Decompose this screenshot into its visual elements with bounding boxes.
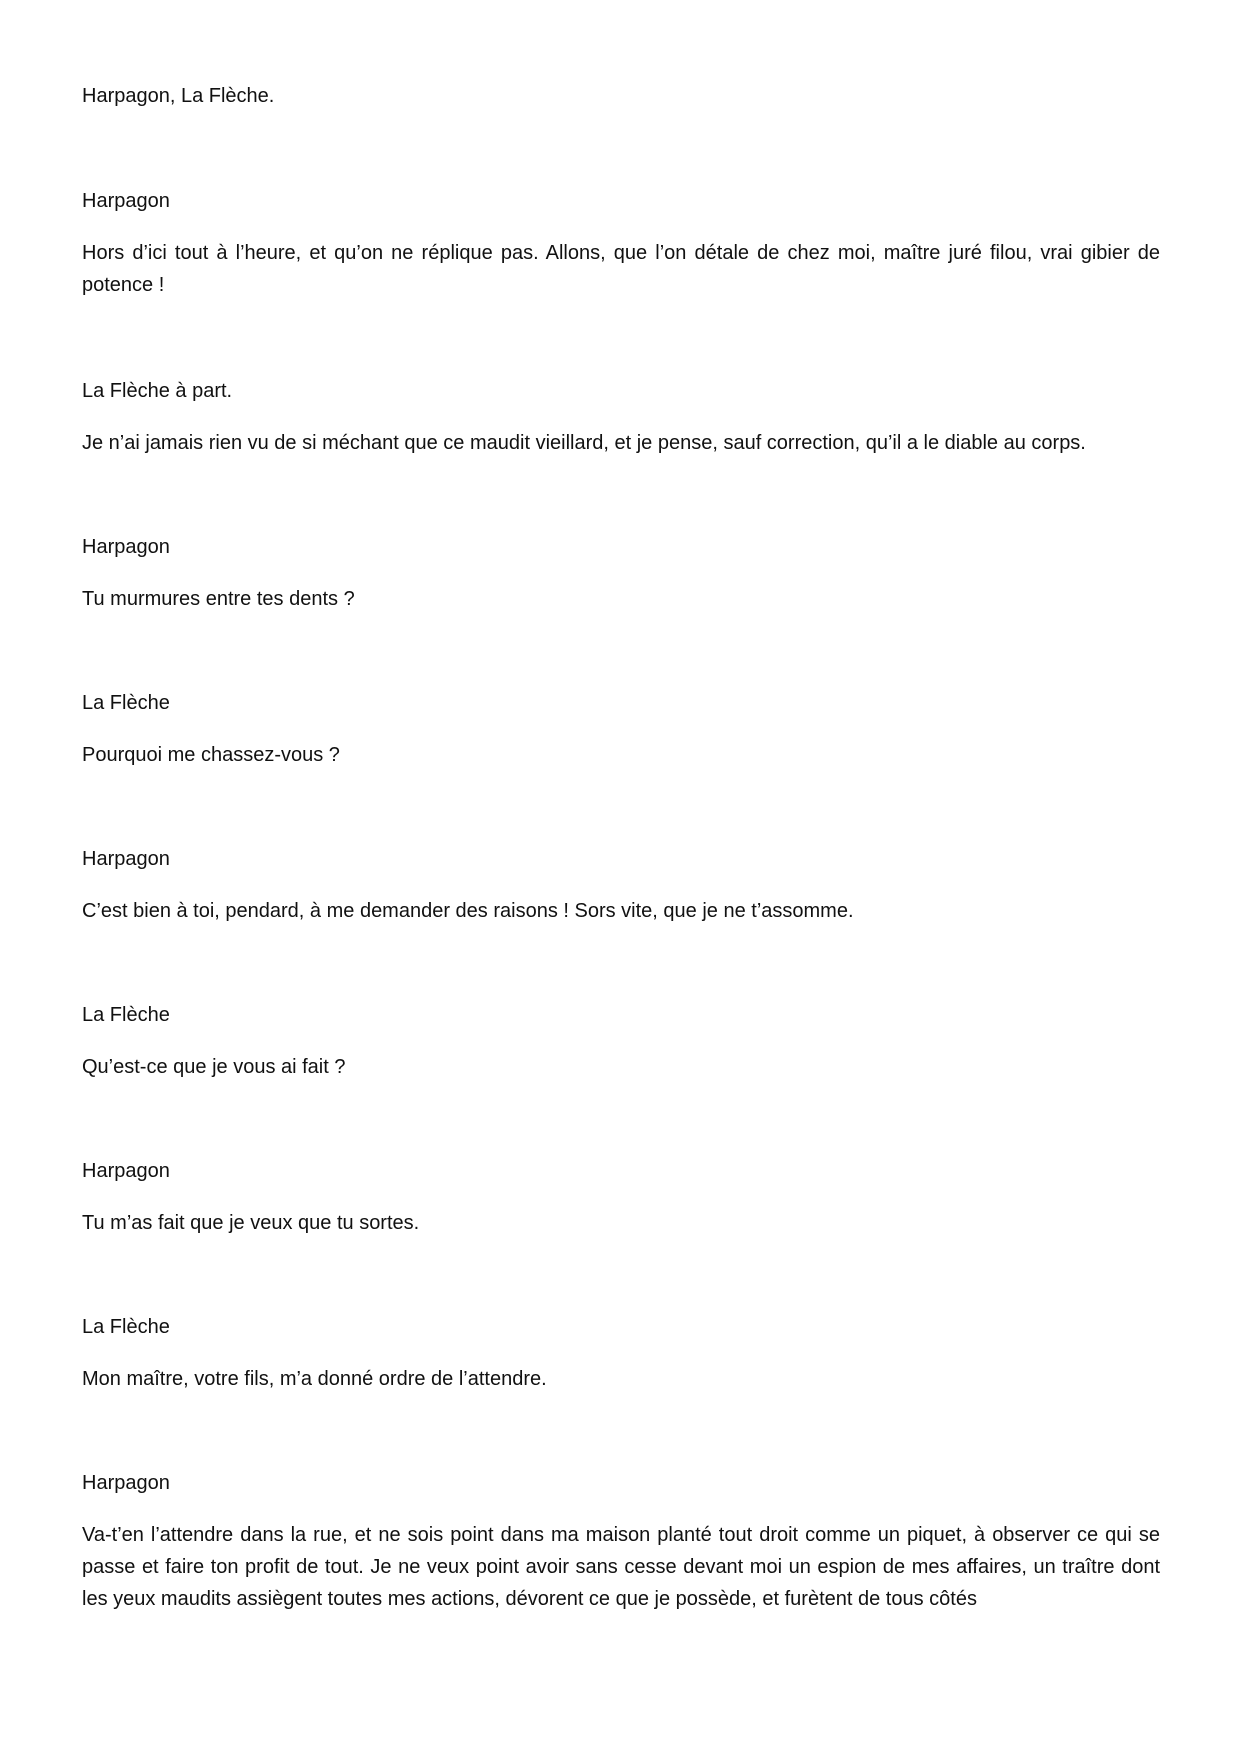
speaker-name: Harpagon	[82, 848, 170, 870]
play-text	[82, 80, 1160, 1615]
speaker-name: La Flèche à part.	[82, 380, 233, 402]
dialogue-line: Mon maître, votre fils, m’a donné ordre de l’attendre.	[82, 1368, 547, 1390]
dialogue-line: Je n’ai jamais rien vu de si méchant que ce maudit vieillard, et je pense, sauf correction, qu’il a le diable au corps.	[82, 432, 1086, 454]
dialogue-line: Tu m’as fait que je veux que tu sortes.	[82, 1212, 420, 1234]
speaker-name: La Flèche	[82, 1316, 170, 1338]
speaker-name: Harpagon	[82, 536, 170, 558]
speaker-name: La Flèche	[82, 1004, 170, 1026]
speaker-name: Harpagon	[82, 190, 170, 212]
dialogue-line: Va-t’en l’attendre dans la rue, et ne sois point dans ma maison planté tout droit comme un piquet, à observer ce qui se passe et faire ton profit de tout. Je ne veux point avoir sans cesse devant moi un espion de mes affaires, un traître dont les yeux maudits assiègent toutes mes actions, dévorent ce que je possède, et furètent de tous côtés	[82, 1524, 1160, 1610]
speaker-name: Harpagon	[82, 1472, 170, 1494]
speaker-name: Harpagon	[82, 1160, 170, 1182]
dialogue-line: Tu murmures entre tes dents ?	[82, 588, 355, 610]
dialogue-line: Hors d’ici tout à l’heure, et qu’on ne réplique pas. Allons, que l’on détale de chez moi, maître juré filou, vrai gibier de potence !	[82, 242, 1160, 296]
scene-heading: Harpagon, La Flèche.	[82, 85, 275, 107]
dialogue-line: C’est bien à toi, pendard, à me demander des raisons ! Sors vite, que je ne t’assomme.	[82, 900, 854, 922]
speaker-name: La Flèche	[82, 692, 170, 714]
dialogue-line: Qu’est-ce que je vous ai fait ?	[82, 1056, 346, 1078]
dialogue-line: Pourquoi me chassez-vous ?	[82, 744, 340, 766]
